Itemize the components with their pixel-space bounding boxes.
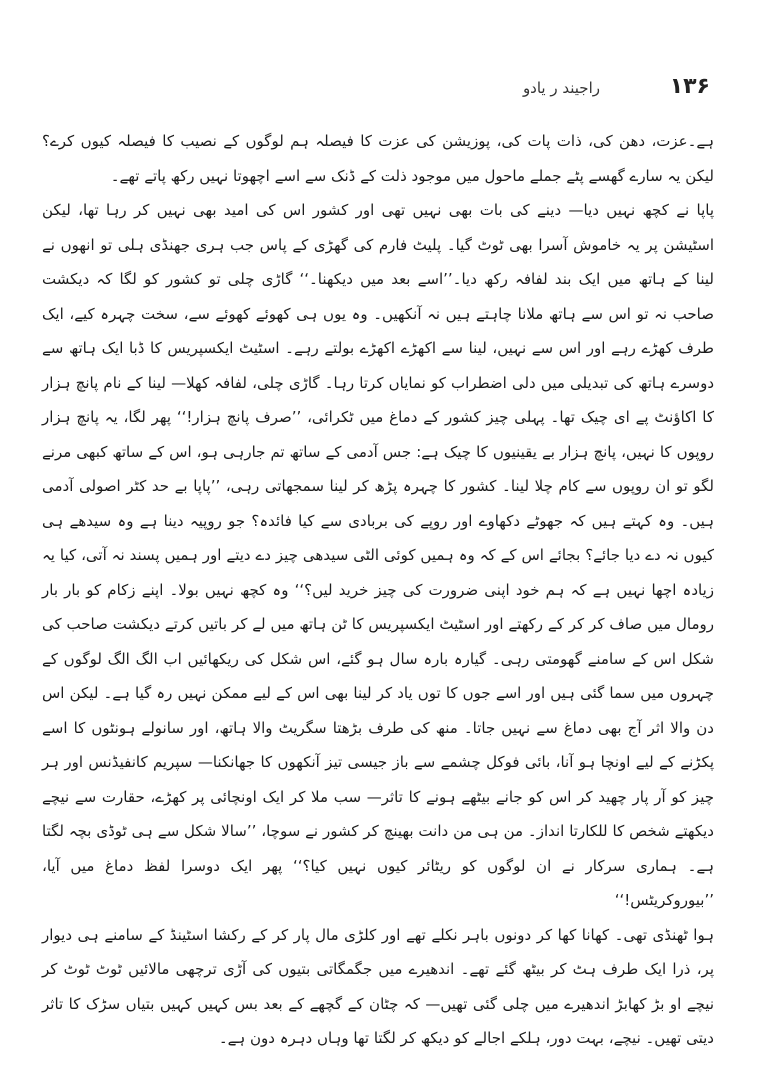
- body-text: [42, 124, 714, 1056]
- paragraph-1: ہے۔عزت، دھن کی، ذات پات کی، پوزیشن کی عزت کا فیصلہ ہم لوگوں کے نصیب کا فیصلہ کیوں کرے؟ لیکن یہ سارے گھسے پٹے جملے ماحول میں موجود ذلت کے ڈنک سے اسے اچھوتا نہیں رکھ پاتے تھے۔: [42, 132, 714, 185]
- paragraph-2: پاپا نے کچھ نہیں دیا— دینے کی بات بھی نہیں تھی اور کشور اس کی امید بھی نہیں کر رہا تھا، لیکن اسٹیشن پر یہ خاموش آسرا بھی ٹوٹ گیا۔ پلیٹ فارم کی گھڑی کے پاس جب ہری جھنڈی ہلی تو انھوں نے لینا کے ہاتھ میں ایک بند لفافہ رکھ دیا۔’’اسے بعد میں دیکھنا۔‘‘ گاڑی چلی تو کشور کو لگا کہ دیکشت صاحب نہ تو اس سے ہاتھ ملانا چاہتے ہیں نہ آنکھیں۔ وہ یوں ہی کھوئے کھوئے سے، سخت چہرہ کیے، ایک طرف کھڑے رہے اور اس سے نہیں، لینا سے اکھڑے اکھڑے بولتے رہے۔ اسٹیٹ ایکسپریس کا ڈبا ایک ہاتھ سے دوسرے ہاتھ کی تبدیلی میں دلی اضطراب کو نمایاں کرتا رہا۔ گاڑی چلی، لفافہ کھلا— لینا کے نام پانچ ہزار کا اکاؤنٹ پے ای چیک تھا۔ پہلی چیز کشور کے دماغ میں ٹکرائی، ’’صرف پانچ ہزار!‘‘ پھر لگا، یہ پانچ ہزار روپوں کا نہیں، پانچ ہزار بے یقینیوں کا چیک ہے: جس آدمی کے ساتھ تم جارہی ہو، اس کے ساتھ کبھی مرنے لگو تو ان روپوں سے کام چلا لینا۔ کشور کا چہرہ پڑھ کر لینا سمجھاتی رہی، ’’پاپا بے حد کٹر اصولی آدمی ہیں۔ وہ کہتے ہیں کہ جھوٹے دکھاوے اور روپے کی بربادی سے کیا فائدہ؟ جو روپیہ دینا ہے وہ سیدھے ہی کیوں نہ دے دیا جائے؟ بجائے اس کے کہ وہ ہمیں کوئی الٹی سیدھی چیز دے دیتے اور ہمیں پسند نہ آتی، کیا یہ زیادہ اچھا نہیں ہے کہ ہم خود اپنی ضرورت کی چیز خرید لیں؟‘‘ وہ کچھ نہیں بولا۔ اپنے زکام کو بار بار رومال میں صاف کر کر کے رکھتے اور اسٹیٹ ایکسپریس کا ٹن ہاتھ میں لے کر باتیں کرتے دیکشت صاحب کی شکل اس کے سامنے گھومتی رہی۔ گیارہ بارہ سال ہو گئے، اس شکل کی ریکھائیں اب الگ الگ لوگوں کے چہروں میں سما گئی ہیں اور اسے جوں کا توں یاد کر لینا بھی اس کے لیے ممکن نہیں رہ گیا ہے۔ لیکن اس دن والا اثر آج بھی دماغ سے نہیں جاتا۔ منھ کی طرف بڑھتا سگریٹ والا ہاتھ، اور سانولے ہونٹوں کا اسے پکڑنے کے لیے اونچا ہو آنا، بائی فوکل چشمے سے باز جیسی تیز آنکھوں کا جھانکنا— سپریم کانفیڈنس اور ہر چیز کو آر پار چھید کر اس کو جانے بیٹھے ہونے کا تاثر— سب ملا کر ایک اونچائی پر کھڑے، حقارت سے نیچے دیکھتے شخص کا للکارتا انداز۔ من ہی من دانت بھینچ کر کشور نے سوچا، ’’سالا شکل سے ہی ٹوڈی بچہ لگتا ہے۔ ہماری سرکار نے ان لوگوں کو ریٹائر کیوں نہیں کیا؟‘‘ پھر ایک دوسرا لفظ دماغ میں آیا، ’’بیوروکریٹس!‘‘: [42, 201, 714, 909]
- running-header: [40, 74, 710, 104]
- page-number: ۱۳۶: [669, 74, 710, 99]
- paragraph-3: ہوا ٹھنڈی تھی۔ کھانا کھا کر دونوں باہر نکلے تھے اور کلڑی مال پار کر کے رکشا اسٹینڈ کے سامنے ہی دیوار پر، ذرا ایک طرف ہٹ کر بیٹھ گئے تھے۔ اندھیرے میں جگمگاتی بتیوں کی آڑی ترچھی مالائیں ٹوٹ ٹوٹ کر نیچے او بڑ کھابڑ اندھیرے میں چلی گئی تھیں— کہ چٹان کے گچھے کے بعد بس کہیں کہیں بتیاں سڑک کا تاثر دیتی تھیں۔ نیچے، بہت دور، ہلکے اجالے کو دیکھ کر لگتا تھا وہاں دہرہ دون ہے۔: [42, 925, 714, 1047]
- running-title: راجیند ر یادو: [522, 79, 600, 97]
